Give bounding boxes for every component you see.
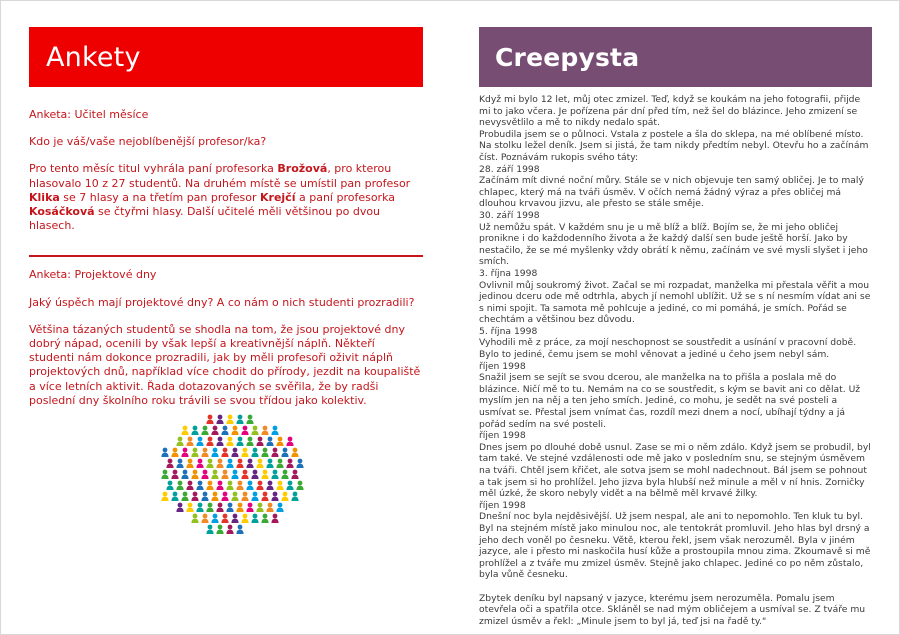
person-body-icon: [216, 508, 223, 512]
person-head-icon: [218, 437, 223, 442]
person-head-icon: [268, 459, 273, 464]
person-body-icon: [161, 497, 168, 501]
person-head-icon: [173, 470, 178, 475]
teacher-name: Krejčí: [260, 190, 296, 204]
person-body-icon: [176, 508, 183, 512]
person-head-icon: [203, 426, 208, 431]
person-head-icon: [293, 448, 298, 453]
person-head-icon: [238, 503, 243, 508]
person-head-icon: [173, 492, 178, 497]
person-head-icon: [188, 459, 193, 464]
person-body-icon: [181, 475, 188, 479]
teacher-name: Brožová: [277, 162, 328, 176]
person-body-icon: [221, 431, 228, 435]
speech-bubble-crowd-icon: [156, 409, 306, 559]
person-body-icon: [171, 453, 178, 457]
teacher-name: Kosáčková: [29, 205, 95, 219]
person-body-icon: [221, 497, 228, 501]
person-body-icon: [176, 442, 183, 446]
story-paragraph: 28. září 1998: [479, 163, 540, 175]
story-paragraph: říjen 1998: [479, 430, 526, 442]
person-head-icon: [258, 437, 263, 442]
person-head-icon: [208, 503, 213, 508]
person-body-icon: [226, 486, 233, 490]
person-body-icon: [166, 486, 173, 490]
person-body-icon: [221, 519, 228, 523]
person-head-icon: [198, 503, 203, 508]
story-paragraph: Vyhodili mě z práce, za mojí neschopnost se soustředit a usínání v pracovní době. Bylo to jediné, čemu jsem se mohl věnovat a jediné u čeho jsem nebyl sám.: [479, 337, 857, 361]
section-divider: [29, 255, 423, 257]
person-body-icon: [216, 486, 223, 490]
person-body-icon: [161, 453, 168, 457]
person-head-icon: [248, 503, 253, 508]
person-head-icon: [213, 426, 218, 431]
person-body-icon: [251, 497, 258, 501]
person-body-icon: [186, 508, 193, 512]
person-head-icon: [228, 503, 233, 508]
person-body-icon: [291, 453, 298, 457]
person-head-icon: [173, 448, 178, 453]
person-body-icon: [226, 464, 233, 468]
person-body-icon: [281, 475, 288, 479]
person-body-icon: [271, 475, 278, 479]
person-head-icon: [208, 459, 213, 464]
person-head-icon: [248, 459, 253, 464]
person-body-icon: [231, 453, 238, 457]
person-head-icon: [288, 459, 293, 464]
person-body-icon: [191, 431, 198, 435]
person-body-icon: [206, 508, 213, 512]
person-body-icon: [266, 442, 273, 446]
person-head-icon: [268, 437, 273, 442]
person-body-icon: [211, 475, 218, 479]
story-paragraph: 30. září 1998: [479, 209, 540, 221]
survey2-title: Anketa: Projektové dny: [29, 268, 157, 282]
person-head-icon: [198, 481, 203, 486]
person-head-icon: [273, 514, 278, 519]
survey1-question: Kdo je váš/vaše nejoblíbenější profesor/ka?: [29, 135, 267, 149]
person-body-icon: [286, 442, 293, 446]
person-head-icon: [178, 437, 183, 442]
person-body-icon: [246, 508, 253, 512]
person-body-icon: [296, 464, 303, 468]
story-paragraph: Dnes jsem po dlouhé době usnul. Zase se mi o něm zdálo. Když jsem se probudil, byl tam také. Ve stejné vzdálenosti ode mě jako v posledním snu, se stejným úsměvem na tváři. Chtěl jsem křičet, ale sotva jsem se mohl nadechnout. Bál jsem se pohnout a tak jsem si ho prohlížel. Jeho jizva byla hlubší než minule a měl v ní hnis. Zorničky měl úzké, že skoro nebyly vidět a na bělmě měl krvavé žilky.: [479, 441, 871, 500]
person-head-icon: [208, 481, 213, 486]
person-body-icon: [266, 486, 273, 490]
person-body-icon: [211, 497, 218, 501]
person-head-icon: [243, 514, 248, 519]
person-body-icon: [256, 486, 263, 490]
person-body-icon: [196, 464, 203, 468]
person-body-icon: [246, 420, 253, 424]
person-body-icon: [246, 486, 253, 490]
person-body-icon: [176, 486, 183, 490]
person-head-icon: [293, 470, 298, 475]
person-body-icon: [216, 420, 223, 424]
answer-text: , pro kterou hlasovalo 10 z 27 studentů. Na druhém místě se umístil pan profesor: [29, 162, 411, 190]
person-body-icon: [231, 497, 238, 501]
person-head-icon: [218, 525, 223, 530]
person-head-icon: [198, 437, 203, 442]
paragraph-gap: [479, 581, 872, 593]
answer-text: se 7 hlasy a na třetím pan profesor: [59, 190, 260, 204]
person-body-icon: [261, 497, 268, 501]
person-head-icon: [248, 415, 253, 420]
person-body-icon: [261, 453, 268, 457]
person-head-icon: [298, 481, 303, 486]
creepysta-banner: [479, 27, 872, 87]
person-head-icon: [263, 448, 268, 453]
person-body-icon: [256, 442, 263, 446]
person-head-icon: [223, 448, 228, 453]
person-head-icon: [183, 426, 188, 431]
person-body-icon: [186, 464, 193, 468]
person-head-icon: [183, 470, 188, 475]
person-head-icon: [213, 492, 218, 497]
survey1-answer: [29, 162, 423, 233]
person-head-icon: [203, 448, 208, 453]
person-head-icon: [218, 503, 223, 508]
person-head-icon: [223, 426, 228, 431]
person-body-icon: [256, 464, 263, 468]
person-head-icon: [178, 503, 183, 508]
person-head-icon: [183, 492, 188, 497]
person-head-icon: [218, 459, 223, 464]
person-head-icon: [268, 481, 273, 486]
story-paragraph: Probudila jsem se o půlnoci. Vstala z postele a šla do sklepa, na mé oblíbené místo. Na stolku ležel deník. Jsem si jistá, že tam nikdy předtím nebyl. Otevřu ho a začínám číst. Poznávám rukopis svého táty:: [479, 128, 869, 163]
person-body-icon: [291, 475, 298, 479]
person-head-icon: [193, 470, 198, 475]
person-body-icon: [221, 453, 228, 457]
person-head-icon: [273, 470, 278, 475]
person-head-icon: [243, 492, 248, 497]
person-body-icon: [191, 519, 198, 523]
person-head-icon: [288, 481, 293, 486]
person-head-icon: [218, 415, 223, 420]
story-paragraph: Když mi bylo 12 let, můj otec zmizel. Teď, když se koukám na jeho fotografii, přijde mi to jako včera. Je pořízena pár dní před tím, než šel do blázince. Jeho zmizení se nevysvětlilo a mě to nikdy nedalo spát.: [479, 94, 861, 129]
person-body-icon: [251, 519, 258, 523]
teacher-name: Klika: [29, 190, 60, 204]
person-head-icon: [298, 459, 303, 464]
person-body-icon: [266, 508, 273, 512]
person-body-icon: [196, 486, 203, 490]
person-head-icon: [213, 470, 218, 475]
person-body-icon: [296, 486, 303, 490]
person-head-icon: [178, 481, 183, 486]
person-head-icon: [193, 426, 198, 431]
person-head-icon: [188, 481, 193, 486]
person-head-icon: [223, 492, 228, 497]
person-head-icon: [258, 481, 263, 486]
person-body-icon: [206, 442, 213, 446]
person-head-icon: [208, 525, 213, 530]
person-head-icon: [223, 470, 228, 475]
person-body-icon: [236, 486, 243, 490]
person-head-icon: [233, 514, 238, 519]
person-head-icon: [238, 437, 243, 442]
person-body-icon: [291, 497, 298, 501]
story-paragraph: 5. října 1998: [479, 325, 538, 337]
person-body-icon: [231, 475, 238, 479]
person-body-icon: [276, 442, 283, 446]
person-body-icon: [276, 464, 283, 468]
person-head-icon: [243, 470, 248, 475]
person-head-icon: [208, 415, 213, 420]
person-body-icon: [221, 475, 228, 479]
person-body-icon: [271, 497, 278, 501]
person-head-icon: [243, 426, 248, 431]
person-head-icon: [283, 492, 288, 497]
person-body-icon: [161, 475, 168, 479]
person-body-icon: [191, 453, 198, 457]
person-body-icon: [191, 497, 198, 501]
story-paragraph: 3. října 1998: [479, 267, 538, 279]
person-head-icon: [198, 459, 203, 464]
person-body-icon: [236, 420, 243, 424]
person-head-icon: [168, 481, 173, 486]
person-head-icon: [283, 470, 288, 475]
person-head-icon: [218, 481, 223, 486]
person-body-icon: [286, 464, 293, 468]
person-head-icon: [258, 459, 263, 464]
person-body-icon: [186, 486, 193, 490]
answer-text: a paní profesorka: [295, 190, 395, 204]
person-head-icon: [203, 492, 208, 497]
person-head-icon: [238, 415, 243, 420]
ankety-column: [29, 27, 423, 408]
person-body-icon: [241, 475, 248, 479]
person-body-icon: [226, 530, 233, 534]
person-head-icon: [263, 426, 268, 431]
person-head-icon: [233, 470, 238, 475]
ankety-title: Ankety: [46, 41, 141, 73]
person-head-icon: [253, 426, 258, 431]
person-body-icon: [276, 508, 283, 512]
person-body-icon: [281, 453, 288, 457]
person-head-icon: [248, 437, 253, 442]
story-paragraph: Začínám mít divné noční můry. Stále se v nich objevuje ten samý obličej. Je to malý chlapec, který má na tváři úsměv. V očích nemá žádný výraz a přes obličej má dlouhou krvavou jizvu, ale přesto se stále směje.: [479, 175, 864, 210]
person-body-icon: [231, 519, 238, 523]
person-head-icon: [258, 503, 263, 508]
person-head-icon: [228, 481, 233, 486]
person-body-icon: [251, 475, 258, 479]
person-head-icon: [193, 448, 198, 453]
person-body-icon: [206, 420, 213, 424]
person-body-icon: [236, 464, 243, 468]
person-head-icon: [203, 514, 208, 519]
person-body-icon: [261, 475, 268, 479]
person-body-icon: [261, 519, 268, 523]
person-head-icon: [248, 481, 253, 486]
person-body-icon: [216, 464, 223, 468]
answer-text: se čtyřmi hlasy. Další učitelé měli většinou po dvou hlasech.: [29, 205, 381, 233]
person-body-icon: [236, 530, 243, 534]
person-body-icon: [236, 442, 243, 446]
person-head-icon: [228, 415, 233, 420]
person-body-icon: [266, 464, 273, 468]
person-body-icon: [166, 464, 173, 468]
person-head-icon: [273, 448, 278, 453]
person-body-icon: [226, 508, 233, 512]
person-body-icon: [196, 508, 203, 512]
person-body-icon: [226, 420, 233, 424]
person-head-icon: [183, 448, 188, 453]
person-head-icon: [263, 470, 268, 475]
person-head-icon: [283, 448, 288, 453]
person-body-icon: [256, 508, 263, 512]
person-body-icon: [211, 431, 218, 435]
person-head-icon: [253, 470, 258, 475]
ankety-banner: [29, 27, 423, 87]
person-head-icon: [203, 470, 208, 475]
person-head-icon: [288, 437, 293, 442]
person-body-icon: [251, 431, 258, 435]
person-body-icon: [206, 464, 213, 468]
person-head-icon: [253, 492, 258, 497]
person-head-icon: [188, 437, 193, 442]
person-head-icon: [208, 437, 213, 442]
person-body-icon: [241, 453, 248, 457]
person-body-icon: [216, 442, 223, 446]
person-body-icon: [286, 486, 293, 490]
person-body-icon: [211, 519, 218, 523]
person-head-icon: [168, 459, 173, 464]
survey1-title: Anketa: Učitel měsíce: [29, 108, 149, 121]
person-body-icon: [226, 442, 233, 446]
person-head-icon: [213, 448, 218, 453]
person-body-icon: [176, 464, 183, 468]
person-body-icon: [196, 442, 203, 446]
person-head-icon: [278, 459, 283, 464]
person-head-icon: [223, 514, 228, 519]
creepysta-column: [479, 27, 872, 627]
person-body-icon: [201, 519, 208, 523]
story-body: [479, 94, 872, 627]
person-head-icon: [263, 492, 268, 497]
person-head-icon: [233, 492, 238, 497]
person-body-icon: [246, 442, 253, 446]
person-head-icon: [273, 492, 278, 497]
answer-text: Pro tento měsíc titul vyhrála paní profesorka: [29, 162, 278, 176]
person-body-icon: [181, 431, 188, 435]
survey2-question: Jaký úspěch mají projektové dny? A co nám o nich studenti prozradili?: [29, 295, 415, 309]
person-head-icon: [253, 448, 258, 453]
creepysta-title: Creepysta: [495, 42, 640, 72]
person-head-icon: [188, 503, 193, 508]
story-paragraph: Zbytek deníku byl napsaný v jazyce, kterému jsem nerozuměla. Pomalu jsem otevřela oči a spatřila otce. Skláněl se nad mým obličejem a usmíval se. Z tváře mu zmizel úsměv a řekl: „Minule jsem to byl já, teď jsi na řadě ty.": [479, 592, 866, 627]
person-head-icon: [193, 492, 198, 497]
person-head-icon: [293, 492, 298, 497]
story-paragraph: říjen 1998: [479, 499, 526, 511]
person-head-icon: [163, 470, 168, 475]
person-head-icon: [243, 448, 248, 453]
person-head-icon: [238, 481, 243, 486]
person-head-icon: [278, 481, 283, 486]
person-body-icon: [241, 519, 248, 523]
person-body-icon: [231, 431, 238, 435]
person-body-icon: [251, 453, 258, 457]
person-body-icon: [271, 431, 278, 435]
person-head-icon: [263, 514, 268, 519]
person-body-icon: [201, 497, 208, 501]
person-body-icon: [276, 486, 283, 490]
person-head-icon: [268, 503, 273, 508]
person-body-icon: [201, 475, 208, 479]
person-head-icon: [228, 459, 233, 464]
person-body-icon: [171, 475, 178, 479]
person-head-icon: [238, 459, 243, 464]
survey2-answer: Většina tázaných studentů se shodla na tom, že jsou projektové dny dobrý nápad, ocenili by však lepší a kreativnější náplň. Někteří studenti nám dokonce prozradili, jak by měli profesoři oživit náplň projektových dnů, například více chodit do přírody, jezdit na koupaliště a více letních aktivit. Řada dotazovaných se svěřila, že by radši poslední dny školního roku trávili se svou třídou jako kolektiv.: [29, 322, 421, 407]
story-paragraph: Ovlivnil můj soukromý život. Začal se mi rozpadat, manželka mi přestala věřit a mou jedinou dceru ode mě odtrhla, abych jí nemohl ublížit. Už se s ní nesmím vídat ani se s nimi spojit. Ta samota mě pohlcuje a jediné, co mi pomáhá, je smích. Pořád se chechtám a většinou bez důvodu.: [479, 279, 871, 326]
person-body-icon: [281, 497, 288, 501]
story-paragraph: Už nemůžu spát. V každém snu je u mě blíž a blíž. Bojím se, že mi jeho obličej pronikne i do každodenního života a že každý další sen bude ještě horší. Jako by nestačilo, že se mé myšlenky vždy obrátí k němu, začínám ve své mysli slyšet i jeho smích.: [479, 221, 868, 268]
person-head-icon: [178, 459, 183, 464]
person-body-icon: [271, 519, 278, 523]
story-paragraph: říjen 1998: [479, 360, 526, 372]
person-head-icon: [163, 492, 168, 497]
person-head-icon: [193, 514, 198, 519]
person-head-icon: [228, 437, 233, 442]
person-head-icon: [273, 426, 278, 431]
story-paragraph: Dnešní noc byla nejděsivější. Už jsem nespal, ale ani to nepomohlo. Ten kluk tu byl. Byl na stejném místě jako minulou noc, ale tentokrát promluvil. Jeho hlas byl drsný a jeho dech voněl po česneku. Větě, kterou řekl, jsem však nerozuměl. Byla v jiném jazyce, ale i přesto mi naskočila husí kůže a prostoupila mnou zima. Zkoumavě si mě prohlížel a z tváře mu zmizel úsměv. Stejně jako chlapec. Jediné co po něm zůstalo, byla vůně česneku.: [479, 511, 871, 581]
person-body-icon: [211, 453, 218, 457]
person-body-icon: [206, 486, 213, 490]
person-body-icon: [246, 464, 253, 468]
person-head-icon: [238, 525, 243, 530]
person-body-icon: [261, 431, 268, 435]
person-body-icon: [236, 508, 243, 512]
person-body-icon: [186, 442, 193, 446]
person-body-icon: [181, 453, 188, 457]
person-body-icon: [171, 497, 178, 501]
person-body-icon: [216, 530, 223, 534]
person-head-icon: [253, 514, 258, 519]
person-head-icon: [233, 426, 238, 431]
person-body-icon: [271, 453, 278, 457]
person-body-icon: [206, 530, 213, 534]
person-head-icon: [213, 514, 218, 519]
person-body-icon: [201, 453, 208, 457]
person-head-icon: [278, 503, 283, 508]
story-paragraph: Snažil jsem se sejít se svou dcerou, ale manželka na to přišla a poslala mě do blázince. Ničí mě to tu. Nemám na co se soustředit, s kým se bavit ani co dělat. Už myslím jen na něj a ten jeho smích. Jediné, co mohu, je sedět na své posteli a usmívat se. Přestal jsem vnímat čas, rozdíl mezi dnem a nocí, ubíhají týdny a já pořád sedím na své posteli.: [479, 372, 861, 430]
person-body-icon: [241, 497, 248, 501]
person-head-icon: [278, 437, 283, 442]
person-body-icon: [181, 497, 188, 501]
person-body-icon: [191, 475, 198, 479]
person-head-icon: [233, 448, 238, 453]
person-body-icon: [241, 431, 248, 435]
person-body-icon: [201, 431, 208, 435]
person-head-icon: [163, 448, 168, 453]
person-head-icon: [228, 525, 233, 530]
